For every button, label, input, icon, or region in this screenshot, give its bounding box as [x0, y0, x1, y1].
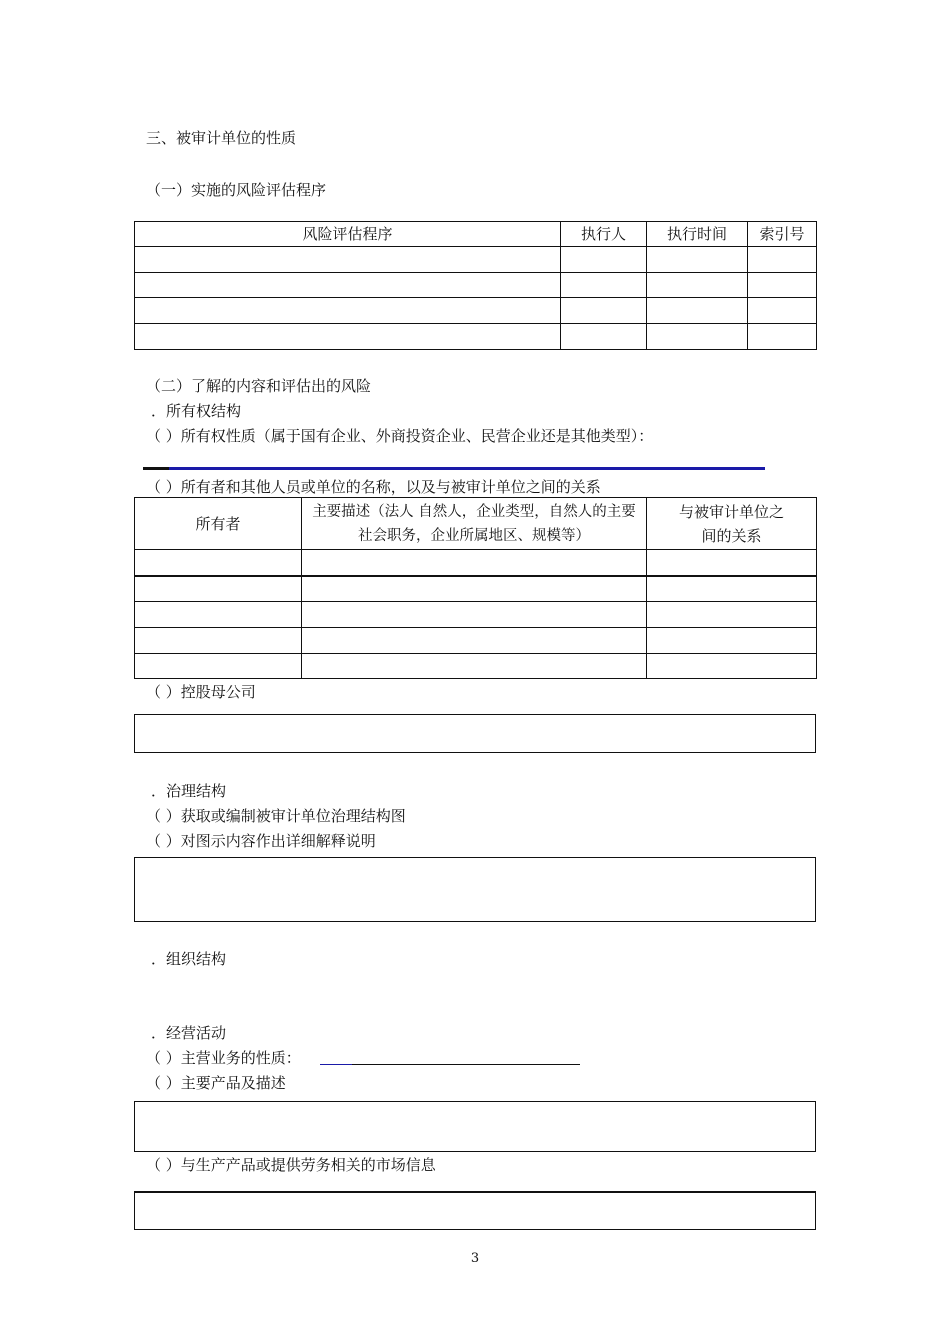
- table-row: [135, 576, 817, 602]
- table-cell[interactable]: [647, 247, 748, 273]
- governance-explain-question: （ ）对图示内容作出详细解释说明: [146, 832, 376, 850]
- header-executor: 执行人: [561, 222, 647, 247]
- table-row: [135, 602, 817, 628]
- ownership-nature-question: （ ）所有权性质（属于国有企业、外商投资企业、民营企业还是其他类型）：: [146, 427, 654, 445]
- answer-line-start: [143, 467, 169, 470]
- table-cell[interactable]: [748, 247, 817, 273]
- table-cell[interactable]: [647, 550, 817, 576]
- table-row: [135, 654, 817, 679]
- table-cell[interactable]: [561, 247, 647, 273]
- table-cell[interactable]: [561, 273, 647, 298]
- table-cell[interactable]: [135, 550, 302, 576]
- table-row: [135, 550, 817, 576]
- header-description: 主要描述（法人 自然人，企业类型，自然人的主要社会职务，企业所属地区、规模等）: [302, 498, 647, 550]
- table-cell[interactable]: [302, 602, 647, 628]
- parent-company-answer-box[interactable]: [134, 714, 816, 753]
- table-cell[interactable]: [748, 324, 817, 350]
- table-cell[interactable]: [135, 247, 561, 273]
- table-cell[interactable]: [302, 628, 647, 654]
- section-title: 三、被审计单位的性质: [146, 129, 297, 147]
- table-header-row: [135, 222, 817, 247]
- ownership-nature-answer-line[interactable]: [169, 467, 765, 470]
- table-cell[interactable]: [135, 273, 561, 298]
- table-cell[interactable]: [302, 654, 647, 679]
- owners-relation-question: （ ）所有者和其他人员或单位的名称，以及与被审计单位之间的关系: [146, 478, 601, 496]
- table-row: [135, 298, 817, 324]
- table-row: [135, 247, 817, 273]
- governance-chart-question: （ ）获取或编制被审计单位治理结构图: [146, 807, 406, 825]
- table-cell[interactable]: [135, 576, 302, 602]
- business-nature-answer-line[interactable]: [352, 1064, 580, 1065]
- header-owner: 所有者: [135, 498, 302, 550]
- table-cell[interactable]: [302, 576, 647, 602]
- table-cell[interactable]: [135, 654, 302, 679]
- business-nature-line-start: [320, 1064, 352, 1065]
- table-cell[interactable]: [135, 298, 561, 324]
- ownership-title: ．所有权结构: [151, 402, 242, 420]
- part1-heading: （一）实施的风险评估程序: [146, 181, 327, 199]
- governance-title: ．治理结构: [151, 782, 227, 800]
- table-row: [135, 628, 817, 654]
- table-cell[interactable]: [647, 628, 817, 654]
- table-cell[interactable]: [748, 273, 817, 298]
- market-info-answer-box[interactable]: [134, 1191, 816, 1230]
- table-cell[interactable]: [748, 298, 817, 324]
- market-info-question: （ ）与生产产品或提供劳务相关的市场信息: [146, 1156, 436, 1174]
- table-cell[interactable]: [302, 550, 647, 576]
- table-cell[interactable]: [647, 273, 748, 298]
- header-exec-time: 执行时间: [647, 222, 748, 247]
- risk-procedures-table: [134, 221, 817, 350]
- header-procedure: 风险评估程序: [135, 222, 561, 247]
- products-question: （ ）主要产品及描述: [146, 1074, 286, 1092]
- table-cell[interactable]: [135, 324, 561, 350]
- organization-title: ．组织结构: [151, 950, 227, 968]
- table-cell[interactable]: [647, 298, 748, 324]
- table-cell[interactable]: [647, 654, 817, 679]
- table-row: [135, 273, 817, 298]
- table-cell[interactable]: [647, 324, 748, 350]
- parent-company-question: （ ）控股母公司: [146, 683, 256, 701]
- governance-explain-answer-box[interactable]: [134, 857, 816, 922]
- table-cell[interactable]: [561, 324, 647, 350]
- table-row: [135, 324, 817, 350]
- table-header-row: [135, 498, 817, 550]
- header-relation: 与被审计单位之间的关系: [647, 498, 817, 550]
- owners-table: [134, 497, 817, 679]
- table-cell[interactable]: [135, 628, 302, 654]
- page-number: 3: [470, 1251, 480, 1266]
- table-cell[interactable]: [561, 298, 647, 324]
- business-nature-question: （ ）主营业务的性质：: [146, 1049, 301, 1067]
- header-index: 索引号: [748, 222, 817, 247]
- operations-title: ．经营活动: [151, 1024, 227, 1042]
- table-cell[interactable]: [135, 602, 302, 628]
- table-cell[interactable]: [647, 576, 817, 602]
- table-cell[interactable]: [647, 602, 817, 628]
- part2-heading: （二）了解的内容和评估出的风险: [146, 377, 372, 395]
- products-answer-box[interactable]: [134, 1101, 816, 1152]
